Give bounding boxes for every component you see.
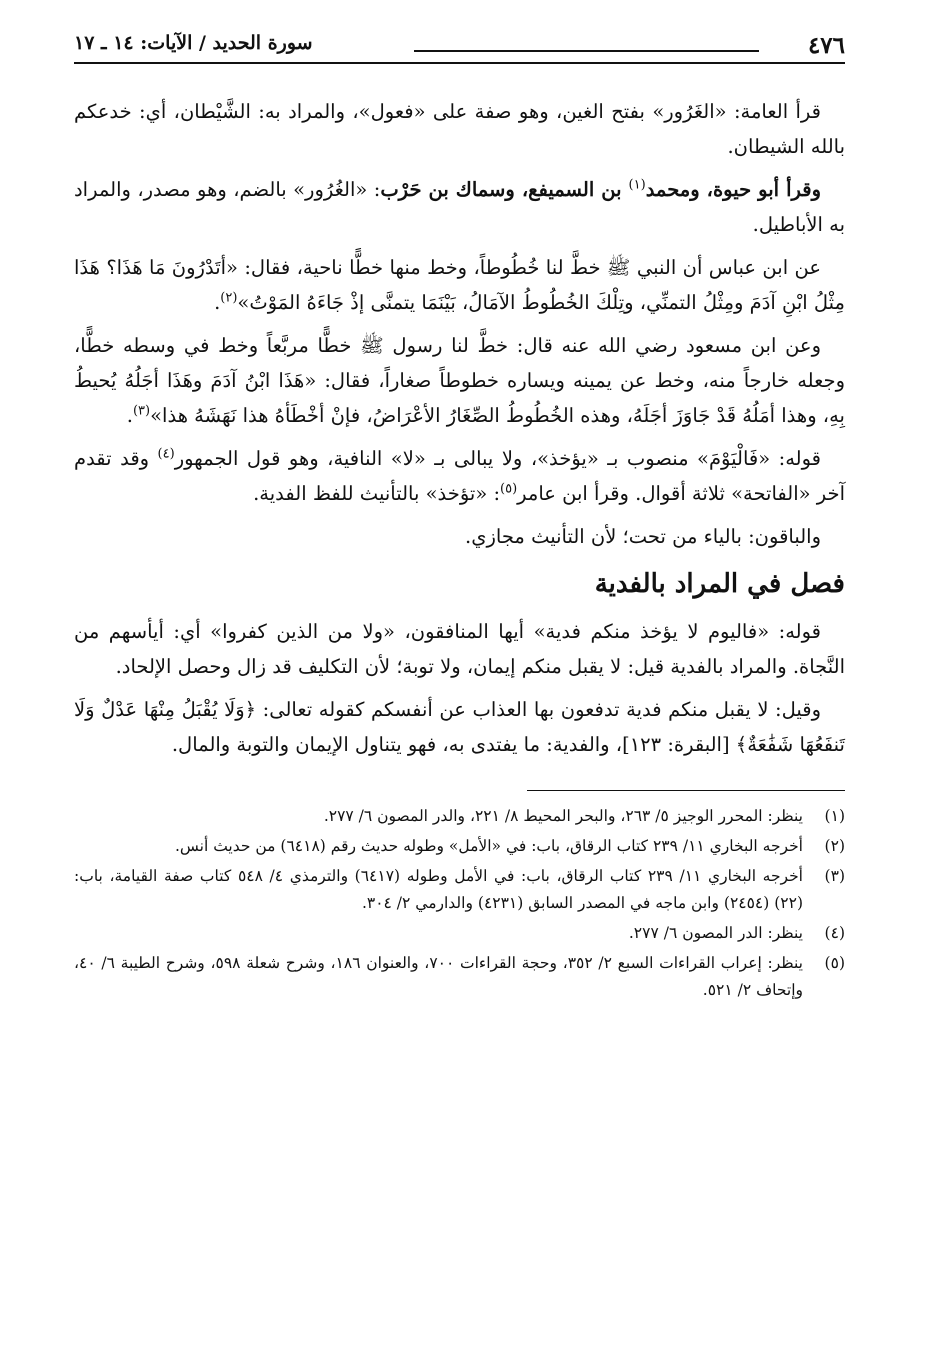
running-title: سورة الحديد / الآيات: ١٤ ـ ١٧ [74, 32, 313, 54]
hadith-ibn-masud: وعن ابن مسعود رضي الله عنه قال: خطَّ لنا رسول ﷺ خطًّا مربَّعاً وخط في وسطه خطًّا، وجعله خارجاً منه، وخط عن يمينه ويساره خطوطاً صغاراً، فقال: «هَذَا ابْنُ آدَمَ وهَذَا أجَلُهُ يُحيطُ بِهِ، وهذا أمَلُهُ قَدْ جَاوَزَ أجَلَهُ، وهذه الخُطُوطُ الصِّغَارُ الأعْرَاضُ، فإنْ أخْطَأهُ هذا نَهَشَهُ هذا» [74, 334, 845, 427]
footnote-ref-2: (٢) [220, 290, 238, 306]
header-underline [74, 62, 845, 64]
footnote-text: ينظر: الدر المصون ٦/ ٢٧٧. [628, 924, 803, 942]
paragraph-3 [74, 250, 845, 320]
footnote [74, 833, 845, 860]
book-page [74, 30, 845, 1327]
paragraph-5-part2: وقد تقدم آخر «الفاتحة» ثلاثة أقوال. وقرأ ابن عامر [74, 447, 845, 505]
footnote-separator [527, 790, 845, 791]
bold-reciters: وقرأ أبو حيوة، ومحمد [645, 178, 822, 201]
paragraph-2 [74, 172, 845, 242]
paragraph-5 [74, 441, 845, 511]
footnote-text: ينظر: المحرر الوجيز ٥/ ٢٦٣، والبحر المحيط ٨/ ٢٢١، والدر المصون ٦/ ٢٧٧. [323, 807, 803, 825]
paragraph-1: قرأ العامة: «الغَرُور» بفتح الغين، وهو صفة على «فعول»، والمراد به: الشَّيْطان، أي: خدعكم بالله الشيطان. [74, 100, 845, 158]
paragraph-5-part1: قوله: «فَالْيَوْمَ» منصوب بـ «يؤخذ»، ولا يبالى بـ «لا» النافية، وهو قول الجمهور [174, 447, 821, 470]
main-text [74, 94, 845, 762]
header-rule [414, 50, 759, 52]
bold-reciters-2: بن السميفع، وسماك بن حَرْب [380, 178, 629, 201]
paragraph-4-end: . [126, 404, 133, 427]
paragraph-2-rest: : «الغُرُور» بالضم، وهو مصدر، والمراد به الأباطيل. [74, 178, 845, 236]
footnote-ref-1: (١) [628, 177, 646, 193]
paragraph-5-part3: : «تؤخذ» بالتأنيث للفظ الفدية. [253, 482, 501, 505]
footnote-number: (٣) [824, 867, 845, 885]
section-heading: فصل في المراد بالفدية [594, 569, 845, 599]
footnote-number: (١) [824, 807, 845, 825]
footnote [74, 803, 845, 830]
footnote [74, 950, 845, 1004]
footnote-ref-4: (٤) [157, 446, 175, 462]
page-number: ٤٧٦ [807, 32, 845, 59]
paragraph-4 [74, 328, 845, 433]
footnote [74, 920, 845, 947]
running-header [74, 30, 845, 64]
footnote [74, 863, 845, 917]
footnote-text: أخرجه البخاري ١١/ ٢٣٩ كتاب الرقاق، باب: في الأمل وطوله (٦٤١٧) والترمذي ٤/ ٥٤٨ كتاب صفة القيامة، باب: (٢٢) (٢٤٥٤) وابن ماجه في المصدر السابق (٤٢٣١) والدارمي ٢/ ٣٠٤. [74, 867, 803, 912]
footnote-number: (٥) [824, 954, 845, 972]
footnote-ref-5: (٥) [500, 481, 518, 497]
footnote-number: (٤) [824, 924, 845, 942]
footnote-number: (٢) [824, 837, 845, 855]
hadith-ibn-abbas: عن ابن عباس أن النبي ﷺ خطَّ لنا خُطُوطاً، وخط منها خطًّا ناحية، فقال: «أتَدْرُونَ مَا هَذَا؟ هَذَا مِثْلُ ابْنِ آدَمَ ومِثْلُ التمنِّي، وتِلْكَ الخُطُوطُ الآمَالُ، بَيْنَمَا يتمنَّى إذْ جَاءَهُ المَوْتُ» [74, 256, 845, 314]
section-paragraph-1: قوله: «فاليوم لا يؤخذ منكم فدية» أيها المنافقون، «ولا من الذين كفروا» أي: أيأسهم من النَّجاة. والمراد بالفدية قيل: لا يقبل منكم إيمان، ولا توبة؛ لأن التكليف قد زال وحصل الإلحاد. [74, 620, 845, 678]
footnotes [74, 803, 845, 1004]
paragraph-3-end: . [214, 291, 221, 314]
footnote-text: ينظر: إعراب القراءات السبع ٢/ ٣٥٢، وحجة القراءات ٧٠٠، والعنوان ١٨٦، وشرح شعلة ٥٩٨، وشرح الطيبة ٦/ ٤٠، وإتحاف ٢/ ٥٢١. [74, 954, 803, 999]
footnote-ref-3: (٣) [132, 403, 151, 419]
section-paragraph-2: وقيل: لا يقبل منكم فدية تدفعون بها العذاب عن أنفسكم كقوله تعالى: ﴿وَلَا يُقْبَلُ مِنْهَا عَدْلٌ وَلَا تَنفَعُهَا شَفَٰعَةٌ﴾ [البقرة: ١٢٣]، والفدية: ما يفتدى به، فهو يتناول الإيمان والتوبة والمال. [74, 698, 845, 756]
paragraph-6: والباقون: بالياء من تحت؛ لأن التأنيث مجازي. [465, 525, 821, 548]
footnote-text: أخرجه البخاري ١١/ ٢٣٩ كتاب الرقاق، باب: في «الأمل» وطوله حديث رقم (٦٤١٨) من حديث أنس. [174, 837, 803, 855]
